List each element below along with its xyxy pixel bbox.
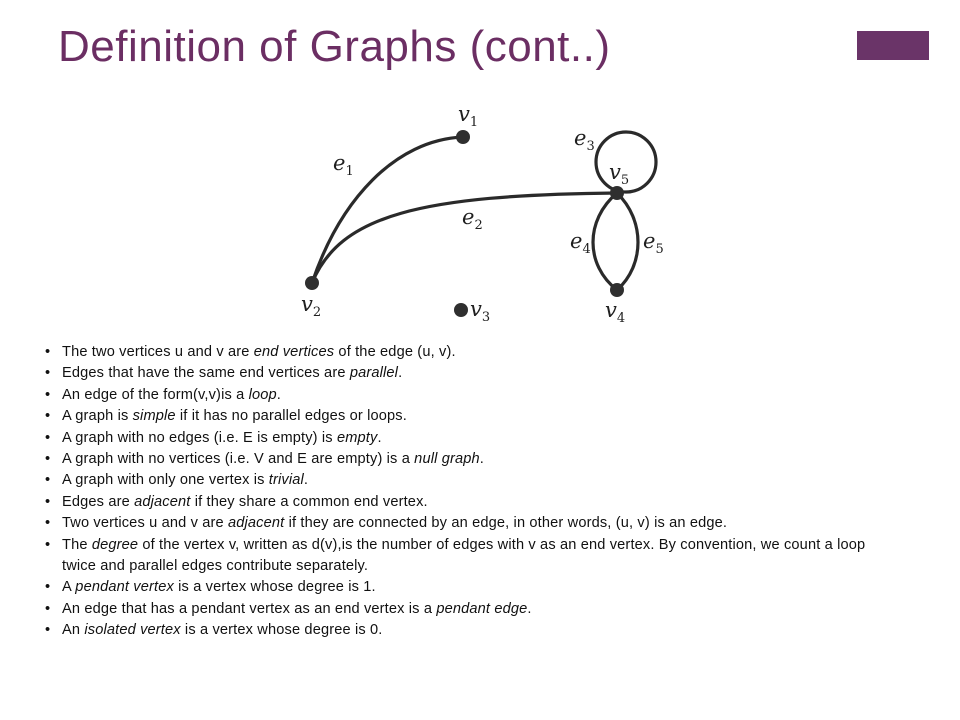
bullet-item: [44, 599, 874, 620]
bullet-text: An: [62, 622, 85, 639]
bullet-text: A: [62, 579, 76, 596]
slide-title: Definition of Graphs (cont..): [58, 22, 611, 71]
label-v5: $v_5$: [609, 160, 630, 188]
label-e1: $e_1$: [333, 151, 354, 179]
bullet-item: [44, 449, 874, 470]
vertex-v4: [610, 283, 624, 297]
bullet-text: A graph with only one vertex is: [62, 472, 269, 489]
label-v2: $v_2$: [301, 292, 322, 320]
bullet-text: if they share a common end vertex.: [190, 493, 428, 510]
bullet-item: [44, 620, 874, 641]
definitions-list: [44, 342, 874, 642]
bullet-term: simple: [132, 408, 176, 425]
bullet-term: loop: [248, 386, 277, 403]
bullet-text: .: [276, 386, 282, 403]
bullet-text: The: [62, 536, 92, 553]
label-e3: $e_3$: [574, 126, 595, 154]
bullet-term: empty: [336, 429, 378, 446]
label-v4: $v_4$: [605, 298, 626, 326]
bullet-text: .: [303, 472, 309, 489]
bullet-text: .: [377, 429, 382, 446]
bullet-item: [44, 406, 874, 427]
bullet-item: [44, 428, 874, 449]
bullet-item: [44, 577, 874, 598]
bullet-term: pendant vertex: [75, 579, 174, 596]
bullet-item: [44, 492, 874, 513]
label-v3: $v_3$: [470, 297, 491, 325]
bullet-item: [44, 513, 874, 534]
bullet-text: .: [527, 600, 532, 617]
bullet-term: null graph: [414, 451, 480, 468]
edge-e5: [617, 193, 638, 290]
bullet-text: is a vertex whose degree is 0.: [180, 622, 383, 639]
bullet-text: An edge of the form(v,v)is a: [62, 386, 249, 403]
graph-diagram: [0, 0, 960, 340]
bullet-item: [44, 385, 874, 406]
bullet-term: pendant edge: [436, 600, 528, 617]
bullet-term: adjacent: [227, 515, 285, 532]
bullet-text: Two vertices u and v are: [62, 515, 228, 532]
bullet-text: if it has no parallel edges or loops.: [175, 408, 407, 425]
bullet-text: Edges are: [62, 493, 135, 510]
bullet-text: of the vertex v, written as d(v),is the number of edges with v as an end vertex. By convention, we count a loop twice and parallel edges contribute separately.: [62, 536, 866, 575]
vertex-v2: [305, 276, 319, 290]
bullet-item: [44, 342, 874, 363]
bullet-term: trivial: [268, 472, 304, 489]
bullet-text: A graph with no edges (i.e. E is empty) is: [62, 429, 337, 446]
bullet-item: [44, 535, 874, 578]
bullet-text: is a vertex whose degree is 1.: [173, 579, 376, 596]
label-v1: $v_1$: [458, 102, 479, 130]
bullet-text: of the edge (u, v).: [334, 344, 456, 360]
bullet-term: adjacent: [134, 493, 191, 510]
vertex-v5: [610, 186, 624, 200]
bullet-text: if they are connected by an edge, in other words, (u, v) is an edge.: [284, 515, 728, 532]
vertex-v3: [454, 303, 468, 317]
vertex-v1: [456, 130, 470, 144]
bullet-text: The two vertices u and v are: [62, 344, 254, 360]
bullet-term: end vertices: [253, 344, 335, 360]
bullet-term: parallel: [349, 365, 399, 382]
bullet-item: [44, 363, 874, 384]
graph-figure: [0, 0, 960, 340]
bullet-text: A graph with no vertices (i.e. V and E are empty) is a: [62, 451, 415, 468]
label-e2: $e_2$: [462, 205, 483, 233]
bullet-text: An edge that has a pendant vertex as an end vertex is a: [62, 600, 437, 617]
label-e4: $e_4$: [570, 229, 591, 257]
bullet-text: .: [398, 365, 403, 382]
bullet-text: .: [479, 451, 484, 468]
bullet-item: [44, 470, 874, 491]
label-e5: $e_5$: [643, 229, 664, 257]
bullet-term: degree: [91, 536, 139, 553]
edge-e4: [593, 193, 617, 290]
bullet-text: Edges that have the same end vertices are: [62, 365, 350, 382]
bullet-text: A graph is: [62, 408, 133, 425]
bullet-term: isolated vertex: [84, 622, 181, 639]
